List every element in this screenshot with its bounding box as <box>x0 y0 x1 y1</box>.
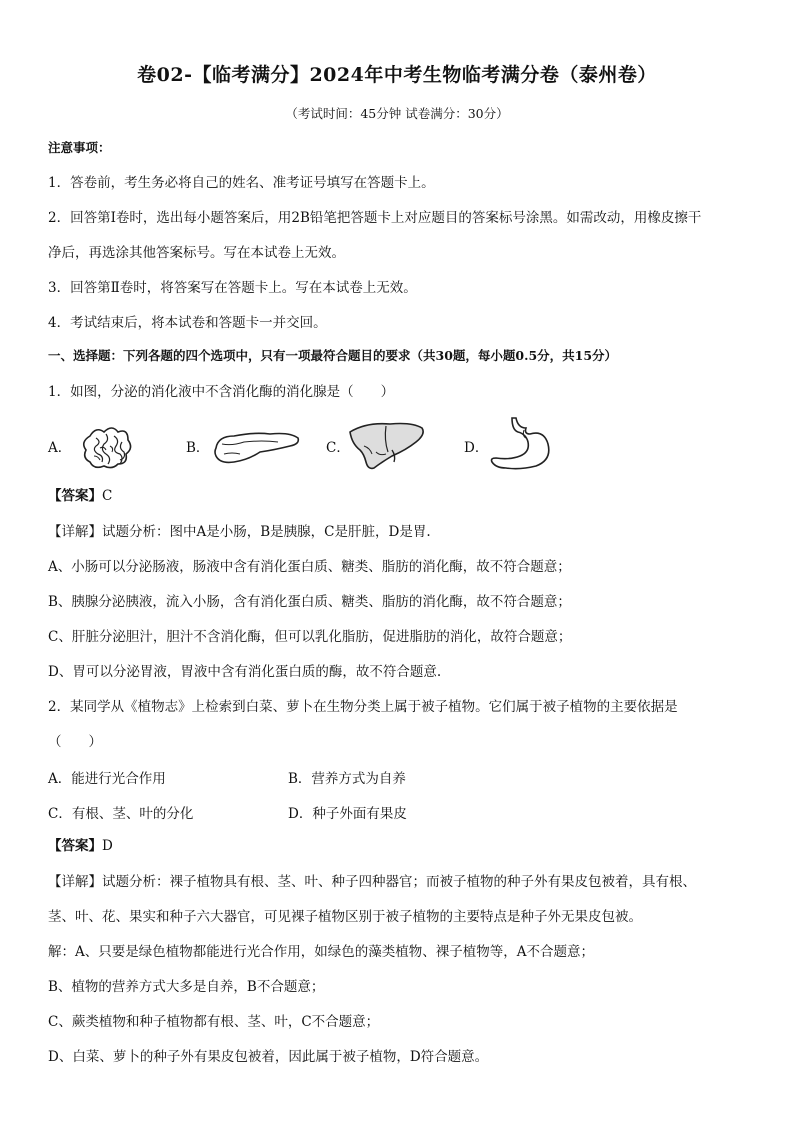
explanation-line: 【详解】试题分析：裸子植物具有根、茎、叶、种子四种器官；而被子植物的种子外有果皮包被着，具有根、 <box>48 874 696 890</box>
answer-value: D <box>102 838 113 854</box>
option-a: A．能进行光合作用 <box>48 771 166 787</box>
answer-label: 【答案】 <box>48 488 102 504</box>
section-heading: 一、选择题：下列各题的四个选项中，只有一项最符合题目的要求（共30题，每小题0.5分，共15分） <box>48 348 618 363</box>
explanation-line: B、胰腺分泌胰液，流入小肠，含有消化蛋白质、糖类、脂肪的消化酶，故不符合题意； <box>48 594 571 610</box>
explanation-line: B、植物的营养方式大多是自养，B不合题意； <box>48 979 325 995</box>
notice-item: 4．考试结束后，将本试卷和答题卡一并交回。 <box>48 315 327 331</box>
pancreas-image <box>210 424 302 466</box>
small-intestine-image <box>80 418 136 474</box>
option-c: C．有根、茎、叶的分化 <box>48 806 194 822</box>
exam-info: （考试时间：45分钟 试卷满分：30分） <box>285 106 509 121</box>
question-2-stem: 2．某同学从《植物志》上检索到白菜、萝卜在生物分类上属于被子植物。它们属于被子植物的主要依据是 <box>48 699 678 715</box>
option-c-label: C． <box>326 440 350 456</box>
explanation-line: 解：A、只要是绿色植物都能进行光合作用，如绿色的藻类植物、裸子植物等，A不合题意； <box>48 944 594 960</box>
answer-value: C <box>102 488 113 504</box>
answer-label: 【答案】 <box>48 838 102 854</box>
question-1-stem: 1．如图，分泌的消化液中不含消化酶的消化腺是（ ） <box>48 384 395 400</box>
notice-item: 净后，再选涂其他答案标号。写在本试卷上无效。 <box>48 245 345 261</box>
explanation-line: C、肝脏分泌胆汁，胆汁不含消化酶，但可以乳化脂肪，促进脂肪的消化，故符合题意； <box>48 629 572 645</box>
option-d: D．种子外面有果皮 <box>288 806 407 822</box>
page-title: 卷02-【临考满分】2024年中考生物临考满分卷（泰州卷） <box>137 64 657 86</box>
explanation-line: D、胃可以分泌胃液，胃液中含有消化蛋白质的酶，故不符合题意. <box>48 664 442 680</box>
option-a-label: A． <box>48 440 72 456</box>
answer-line-1 <box>48 486 748 506</box>
explanation-line: 茎、叶、花、果实和种子六大器官，可见裸子植物区别于被子植物的主要特点是种子外无果皮包被。 <box>48 909 642 925</box>
liver-image <box>346 418 426 472</box>
option-d-label: D． <box>464 440 489 456</box>
explanation-line: C、蕨类植物和种子植物都有根、茎、叶，C不合题意； <box>48 1014 380 1030</box>
option-b-label: B． <box>186 440 210 456</box>
answer-line-2 <box>48 836 748 856</box>
notice-heading: 注意事项： <box>48 140 111 155</box>
question-2-stem-cont: （ ） <box>48 734 102 750</box>
notice-item: 2．回答第Ⅰ卷时，选出每小题答案后，用2B铅笔把答题卡上对应题目的答案标号涂黑。如需改动，用橡皮擦干 <box>48 210 702 226</box>
notice-item: 1．答卷前，考生务必将自己的姓名、准考证号填写在答题卡上。 <box>48 175 435 191</box>
explanation-line: A、小肠可以分泌肠液，肠液中含有消化蛋白质、糖类、脂肪的消化酶，故不符合题意； <box>48 559 571 575</box>
option-b: B．营养方式为自养 <box>288 771 406 787</box>
stomach-image <box>488 414 554 472</box>
notice-item: 3．回答第Ⅱ卷时，将答案写在答题卡上。写在本试卷上无效。 <box>48 280 417 296</box>
explanation-line: D、白菜、萝卜的种子外有果皮包被着，因此属于被子植物，D符合题意。 <box>48 1049 489 1065</box>
explanation-line: 【详解】试题分析：图中A是小肠，B是胰腺，C是肝脏，D是胃. <box>48 524 431 540</box>
